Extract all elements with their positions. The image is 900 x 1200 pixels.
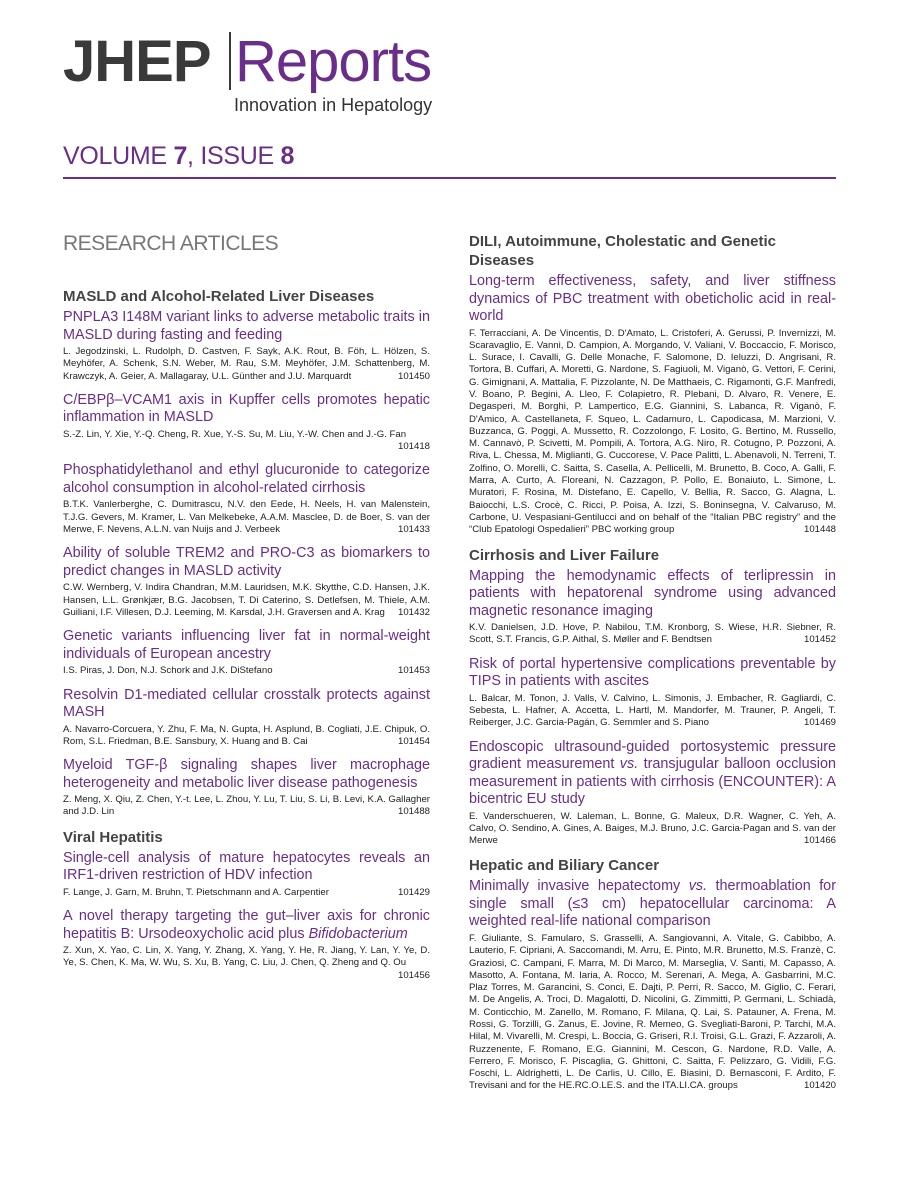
article-entry[interactable] (63, 908, 430, 982)
article-authors (469, 693, 836, 730)
logo-divider (229, 32, 231, 90)
article-title-italic: Bifidobacterium (308, 925, 408, 942)
article-entry[interactable] (469, 656, 836, 730)
article-number: 101488 (397, 806, 430, 818)
article-title-text: transjugular balloon occlusion measurement in patients with cirrhosis (ENCOUNTER): A bicentric EU study (469, 756, 836, 808)
article-title[interactable]: Resolvin D1-mediated cellular crosstalk protects against MASH (63, 686, 430, 721)
article-number: 101418 (397, 441, 430, 453)
article-entry[interactable] (469, 273, 836, 537)
article-number: 101429 (397, 886, 430, 898)
article-title[interactable]: Mapping the hemodynamic effects of terlipressin in patients with hepatorenal syndrome using advanced magnetic resonance imaging (469, 567, 836, 619)
category-heading: Viral Hepatitis (63, 828, 163, 846)
article-entry[interactable] (63, 462, 430, 536)
article-number: 101454 (397, 735, 430, 747)
logo-reports: Reports (235, 29, 432, 94)
category-heading: Cirrhosis and Liver Failure (469, 546, 660, 564)
article-title-text: Minimally invasive hepatectomy (469, 878, 689, 895)
article-title[interactable] (63, 908, 430, 943)
author-list: B.T.K. Vanlerberghe, C. Dumitrascu, N.V. den Eede, H. Neels, H. van Malenstein, T.J.G. Gevers, M. Kramer, L. Van Melkebeke, A.A.M. Masclee, D. de Boer, S. van der Merwe, F. Nevens, A.L.N. van Nuijs and J. Verbeek (63, 499, 430, 536)
volume-issue (63, 142, 294, 171)
article-authors (63, 945, 430, 982)
author-list: E. Vanderschueren, W. Laleman, L. Bonne, G. Maleux, D.R. Wagner, C. Yeh, A. Calvo, O. Sendino, A. Gines, A. Baiges, M.J. Bruno, J.C. Garcia-Pagan and S. van der Merwe (469, 810, 836, 847)
author-list: S.-Z. Lin, Y. Xie, Y.-Q. Cheng, R. Xue, Y.-S. Su, M. Liu, Y.-W. Chen and J.-G. Fan (63, 428, 407, 440)
article-number: 101466 (803, 835, 836, 847)
article-title-text: Endoscopic ultrasound-guided portosystemic pressure gradient measurement (469, 738, 836, 773)
article-entry[interactable] (469, 568, 836, 647)
article-authors (63, 429, 430, 454)
article-title[interactable]: C/EBPβ–VCAM1 axis in Kupffer cells promotes hepatic inflammation in MASLD (63, 391, 430, 426)
right-column (469, 232, 836, 1102)
author-list: F. Giuliante, S. Famularo, S. Grasselli, A. Sangiovanni, A. Vitale, G. Cabibbo, A. Lauterio, F. Cipriani, A. Saccomandi, M. Arru, E. Pinto, M.R. Brunetto, M.S. Franzè, C. Graziosi, C. Campani, F. Marra, M. Di Marco, M. Marseglia, V. Santi, M. Capasso, A. Masotto, A. Fontana, M. Iaria, A. Rocco, M. Serenari, A. Mega, A. Gasbarrini, M.C. Plaz Torres, M. Garancini, S. Conci, E. Dajti, P. Perri, R. Sacco, M. Giglio, C. Ferari, M. De Angelis, A. Troci, D. Magalotti, D. Nicolini, G. Zimmitti, P. Germani, L. Schiadà, M. Conticchio, M. Zanello, M. Romano, F. Milana, Q. Lai, S. Patauner, A. Frena, M. Rossi, G. Torzilli, G. Zanus, E. Jovine, R. Memeo, G. Svegliati-Baroni, P. Tarchi, M.A. Hilal, M. Vivarelli, M. Crespi, L. Boccia, G. Griseri, R.I. Troisi, G.L. Grazi, F. Azzaroli, A. Ruzzenente, F. Romano, E.G. Giannini, M. Cescon, G. Nardone, R.D. Valle, A. Ferrero, F. Morisco, F. Piscaglia, G. Ghittoni, C. Saitta, F. Pelizzaro, G. Vidili, F.G. Foschi, L. Aldrighetti, L. De Carlis, U. Cillo, E. Biasini, D. Bernasconi, F. Ardito, F. Trevisani and for the HE.RC.O.LE.S. and the ITA.LI.CA. groups (469, 932, 836, 1092)
article-title[interactable]: Phosphatidylethanol and ethyl glucuronide to categorize alcohol consumption in alcohol-related cirrhosis (63, 462, 430, 496)
article-authors (63, 724, 430, 749)
article-authors (469, 811, 836, 848)
article-authors (63, 499, 430, 536)
article-authors (63, 887, 430, 899)
issue-number: 8 (280, 142, 295, 170)
author-list: C.W. Wernberg, V. Indira Chandran, M.M. Lauridsen, M.K. Skytthe, C.D. Hansen, J.K. Hansen, L.L. Grønkjær, B.G. Jacobsen, T. Di Caterino, S. Detlefsen, M. Thiele, A.M. Guiliani, I.F. Villesen, D.J. Leeming, M. Karsdal, J.H. Graversen and A. Krag (63, 582, 430, 618)
volume-label: VOLUME (63, 142, 174, 170)
article-number: 101433 (397, 524, 430, 536)
article-entry[interactable] (63, 628, 430, 677)
article-authors (469, 328, 836, 537)
article-number: 101452 (803, 634, 836, 646)
article-entry[interactable] (63, 687, 430, 749)
article-title[interactable]: PNPLA3 I148M variant links to adverse metabolic traits in MASLD during fasting and feeding (63, 309, 430, 343)
article-number: 101456 (397, 969, 430, 981)
header-rule (63, 177, 836, 179)
article-title-text: thermoablation for single small (≤3 cm) hepatocellular carcinoma: A weighted real-life national comparison (469, 878, 836, 930)
article-title[interactable]: Single-cell analysis of mature hepatocytes reveals an IRF1-driven restriction of HDV infection (63, 849, 430, 884)
article-number: 101453 (397, 665, 430, 677)
article-entry[interactable] (63, 392, 430, 454)
article-entry[interactable] (63, 757, 430, 819)
article-title[interactable]: Genetic variants influencing liver fat in normal-weight individuals of European ancestry (63, 628, 430, 662)
article-authors (63, 346, 430, 383)
article-authors (469, 933, 836, 1093)
article-authors (469, 622, 836, 647)
article-entry[interactable] (63, 309, 430, 383)
journal-tagline: Innovation in Hepatology (234, 95, 433, 115)
issue-label: , ISSUE (187, 142, 281, 170)
article-title[interactable] (469, 739, 836, 809)
author-list: Z. Xun, X. Yao, C. Lin, X. Yang, Y. Zhang, X. Yang, Y. He, R. Jiang, Y. Lan, Y. Ye, D. Ye, S. Chen, K. Ma, W. Wu, S. Xu, B. Yang, C. Liu, J. Chen, Q. Zheng and Q. Ou (63, 945, 430, 969)
article-entry[interactable] (469, 878, 836, 1092)
author-list: F. Terracciani, A. De Vincentis, D. D'Amato, L. Cristoferi, A. Gerussi, P. Invernizzi, M. Scaravaglio, E. Vanni, D. Campion, A. Morgando, V. Valiani, V. Boccaccio, F. Morisco, L. Surace, I. Cavalli, G. Delle Monache, F. Salomone, D. Ieluzzi, D. Angrisani, R. Tortora, B. Cuffari, A. Moretti, G. Nardone, S. Fagiuoli, M. Viganò, G. Vettori, F. Cerini, G. Gimignani, A. Mattalia, F. Pizzolante, N. De Matthaeis, C. Rigamonti, G.F. Manfredi, V. Boano, P. Begini, A. Lleo, F. Colapietro, R. Plebani, D. Alvaro, R. Venere, E. Degasperi, M. Borghi, P. Lampertico, E.G. Giannini, S. Labanca, R. Viganò, F. D'Amico, A. Castellaneta, F. Squeo, L. Cadamuro, L. Capodicasa, M. Marzioni, V. Buzzanca, G. Poggi, A. Mussetto, R. Cozzolongo, F. Losito, G. Bertino, M. Russello, M. Cannavò, P. Scivetti, M. Pompili, A. Tortora, A.G. Niro, R. Cotugno, P. Pozzoni, A. Riva, L. Chessa, M. Miglianti, G. Cuccorese, V. Pace Palitti, L. Abenavoli, N. Terreni, T. Zolfino, O. Morelli, C. Saitta, S. Casella, A. Pellicelli, M. Brunetto, B. Coco, A. Galli, F. Marra, A. Curto, A. Floreani, N. Cazzagon, P. Pollo, E. Bonaiuto, L. Simone, L. Muratori, F. Rosina, M. Distefano, E. Capello, V. Bellia, R. Sacco, G. Alagna, L. Baiocchi, L.S. Crocè, C. Ricci, P. Poisa, A. Izzi, S. Boninsegna, V. Calvaruso, M. Carbone, U. Vespasiani-Gentilucci and on behalf of the “Italian PBC registry” and the “Club Epatologi Ospedalieri” PBC working group (469, 327, 836, 536)
article-title[interactable]: Risk of portal hypertensive complications preventable by TIPS in patients with ascites (469, 655, 836, 690)
article-title[interactable]: Ability of soluble TREM2 and PRO-C3 as biomarkers to predict changes in MASLD activity (63, 545, 430, 579)
section-heading: RESEARCH ARTICLES (63, 232, 279, 255)
author-list: L. Balcar, M. Tonon, J. Valls, V. Calvino, L. Simonis, J. Embacher, R. Gagliardi, C. Sebesta, L. Hafner, A. Accetta, L. Hartl, M. Mandorfer, M. Trauner, P. Angeli, T. Reiberger, J.C. Garcia-Pagán, G. Semmler and S. Piano (469, 692, 836, 729)
article-number: 101432 (397, 606, 430, 618)
volume-number: 7 (173, 142, 188, 170)
logo-jhep: JHEP (63, 29, 211, 94)
article-title[interactable]: Long-term effectiveness, safety, and liver stiffness dynamics of PBC treatment with obeticholic acid in real-world (469, 273, 836, 324)
author-list: Z. Meng, X. Qiu, Z. Chen, Y.-t. Lee, L. Zhou, Y. Lu, T. Liu, S. Li, B. Levi, K.A. Gallagher and J.D. Lin (63, 794, 430, 818)
author-list: A. Navarro-Corcuera, Y. Zhu, F. Ma, N. Gupta, H. Asplund, B. Cogliati, J.E. Chipuk, O. Rom, S.L. Friedman, B.E. Sansbury, X. Huang and B. Cai (63, 723, 430, 747)
article-authors (63, 665, 430, 677)
category-heading: MASLD and Alcohol-Related Liver Diseases (63, 288, 375, 305)
article-title[interactable]: Myeloid TGF-β signaling shapes liver macrophage heterogeneity and metabolic liver disease pathogenesis (63, 757, 430, 791)
article-number: 101448 (803, 524, 836, 536)
left-column (63, 287, 430, 991)
article-number: 101450 (397, 370, 430, 382)
article-entry[interactable] (63, 850, 430, 899)
author-list: K.V. Danielsen, J.D. Hove, P. Nabilou, T.M. Kronborg, S. Wiese, H.R. Siebner, R. Scott, S.T. Francis, G.P. Aithal, S. Møller and F. Bendtsen (469, 622, 836, 646)
article-title-text: A novel therapy targeting the gut–liver axis for chronic hepatitis B: Ursodeoxycholic acid plus (63, 908, 430, 942)
article-title[interactable] (469, 878, 836, 931)
article-number: 101469 (803, 717, 836, 729)
article-number: 101420 (803, 1080, 836, 1092)
article-entry[interactable] (469, 739, 836, 848)
author-list: L. Jegodzinski, L. Rudolph, D. Castven, F. Sayk, A.K. Rout, B. Föh, L. Hölzen, S. Meyhöfer, A. Schenk, S.N. Weber, M. Rau, S.M. Meyhöfer, J.M. Schattenberg, M. Krawczyk, A. Geier, A. Mallagaray, U.L. Günther and J.U. Marquardt (63, 346, 430, 382)
article-title-italic: vs. (688, 878, 708, 895)
article-authors (63, 794, 430, 819)
category-heading: DILI, Autoimmune, Cholestatic and Genetic Diseases (469, 233, 776, 269)
article-entry[interactable] (63, 545, 430, 619)
article-authors (63, 582, 430, 619)
article-title-italic: vs. (619, 756, 639, 773)
category-heading: Hepatic and Biliary Cancer (469, 857, 660, 875)
author-list: I.S. Piras, J. Don, N.J. Schork and J.K. DiStefano (63, 665, 273, 677)
author-list: F. Lange, J. Garn, M. Bruhn, T. Pietschmann and A. Carpentier (63, 886, 329, 898)
